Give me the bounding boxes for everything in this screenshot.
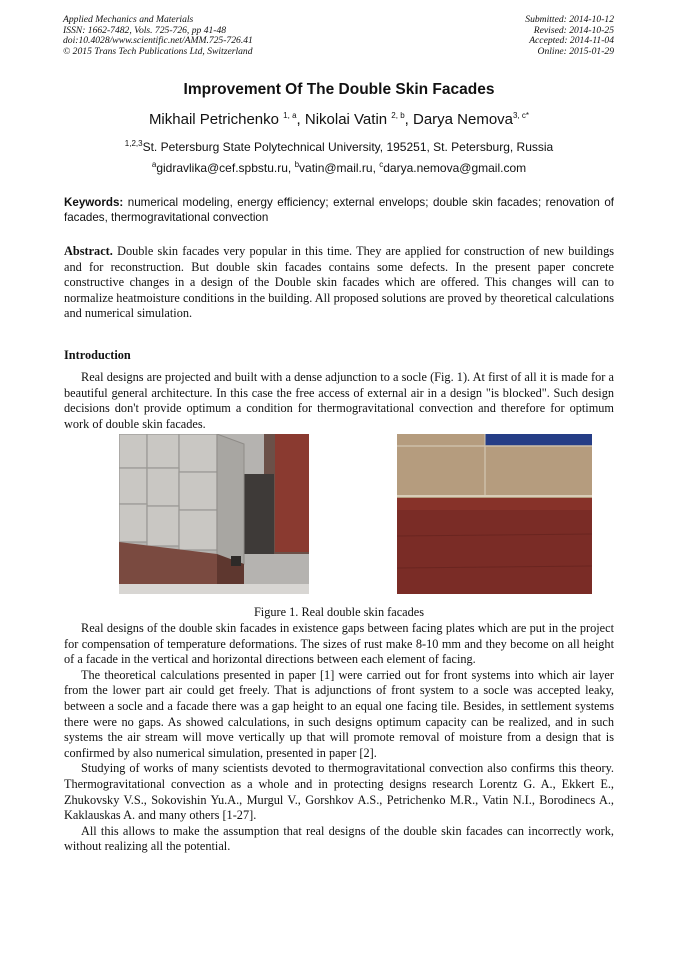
journal-info: [63, 15, 253, 57]
dates-info: [525, 15, 614, 57]
online-date: Online: 2015-01-29: [537, 45, 614, 57]
copyright: © 2015 Trans Tech Publications Ltd, Switzerland: [63, 45, 253, 57]
keywords: [64, 196, 614, 225]
email-mark: a: [151, 160, 157, 169]
affiliation-text: St. Petersburg State Polytechnical University, 195251, St. Petersburg, Russia: [142, 140, 554, 154]
paragraph: Studying of works of many scientists devoted to thermogravitational convection also confirms this theory. Thermogravitational convection as a whole and in protecting designs research Lorentz G. A., Ekkert E., Zhukovsky V.S., Sokovishin Yu.A., Murgul V., Gorshkov A.S., Petrichenko M.R., Vatin N.I., Borodinecs A., Kaklauskas A. and many others [1-27].: [64, 761, 614, 823]
author-affil-mark: 2, b: [391, 111, 405, 120]
affiliation-mark: 1,2,3: [124, 139, 143, 148]
figure-1-caption: Figure 1. Real double skin facades: [253, 605, 425, 619]
abstract: [64, 244, 614, 322]
abstract-label: Abstract.: [64, 244, 113, 258]
granite-photo-drawing: [397, 434, 592, 594]
email-list: $^a$gidravlika@cef.spbstu.ru, $^b$vatin@mail.ru, $^c$darya.nemova@gmail.com: [151, 160, 527, 175]
introduction-text: [64, 370, 614, 432]
email-link[interactable]: vatin@mail.ru: [299, 161, 373, 175]
paragraph: All this allows to make the assumption that real designs of the double skin facades can incorrectly work, without realizing all the potential.: [64, 823, 614, 854]
issn: ISSN: 1662-7482, Vols. 725-726, pp 41-48: [63, 24, 227, 36]
author-list: Mikhail Petrichenko $^{1, a}$, Nikolai Vatin $^{2, b}$, Darya Nemova$^{3, c*}$: [148, 111, 530, 128]
email-mark: b: [294, 160, 300, 169]
figure-1b-photo: [397, 434, 592, 594]
figure-1a-photo: [119, 434, 309, 594]
accepted-date: Accepted: 2014-11-04: [529, 35, 614, 46]
abstract-text: Double skin facades very popular in this time. They are applied for construction of new buildings and for reconstruction. But double skin facades contains some defects. In the present paper concrete constructive changes in a design of the Double skin facades which are offered. This changes will can to normalize heatmoisture conditions in the building. All proposed solutions are proved by theoretical calculations and numerical simulation.: [64, 244, 615, 321]
submitted-date: Submitted: 2014-10-12: [525, 14, 614, 25]
paragraph: The theoretical calculations presented in paper [1] were carried out for front systems into which air layer from the lower part air could get freely. That is adjunctions of front system to a socle was accepted leaky, between a socle and a facade there was a gap height to an equal one facing tile. Besides, in settlement systems there were no gaps. As showed calculations, in such designs optimum capacity can be realized, and in such systems the air stream will move vertically up that will promote removal of moisture from a design that is confirmed by also numerical simulation, presented in paper [2].: [64, 667, 614, 760]
affiliation: [0, 139, 678, 154]
paragraph: Real designs of the double skin facades in existence gaps between facing plates which are put in the project for compensation of temperature deformations. The sizes of rust make 8-10 mm and they become on all height of a facade in the vertical and horizontal directions between each element of facing.: [64, 621, 614, 667]
email-link[interactable]: gidravlika@cef.spbstu.ru: [156, 161, 288, 175]
email-mark: c: [379, 160, 384, 169]
section-heading-introduction: Introduction: [64, 348, 131, 362]
doi: doi:10.4028/www.scientific.net/AMM.725-726.41: [63, 35, 253, 46]
keywords-text: numerical modeling, energy efficiency; external envelops; double skin facades; renovation of facades, thermogravitational convection: [64, 196, 614, 224]
author-affil-mark: 3, c*: [513, 111, 530, 120]
body-text: [64, 621, 614, 855]
revised-date: Revised: 2014-10-25: [533, 24, 614, 36]
keywords-label: Keywords:: [64, 196, 124, 209]
author-name: Darya Nemova: [412, 111, 514, 128]
paragraph: Real designs are projected and built with a dense adjunction to a socle (Fig. 1). At first of all it is made for a beautiful general architecture. In this case the free access of external air in a design "is blocked". Such design decisions don't provide optimum a condition for thermogravitational convection and therefore for optimum work of double skin facades.: [64, 370, 614, 431]
author-name: Nikolai Vatin: [304, 111, 388, 128]
email-link[interactable]: darya.nemova@gmail.com: [383, 161, 527, 175]
paper-title: Improvement Of The Double Skin Facades: [183, 81, 495, 98]
author-name: Mikhail Petrichenko: [148, 111, 279, 128]
facade-photo-drawing: [119, 434, 309, 594]
journal-name: Applied Mechanics and Materials: [63, 14, 194, 25]
author-affil-mark: 1, a: [283, 111, 297, 120]
